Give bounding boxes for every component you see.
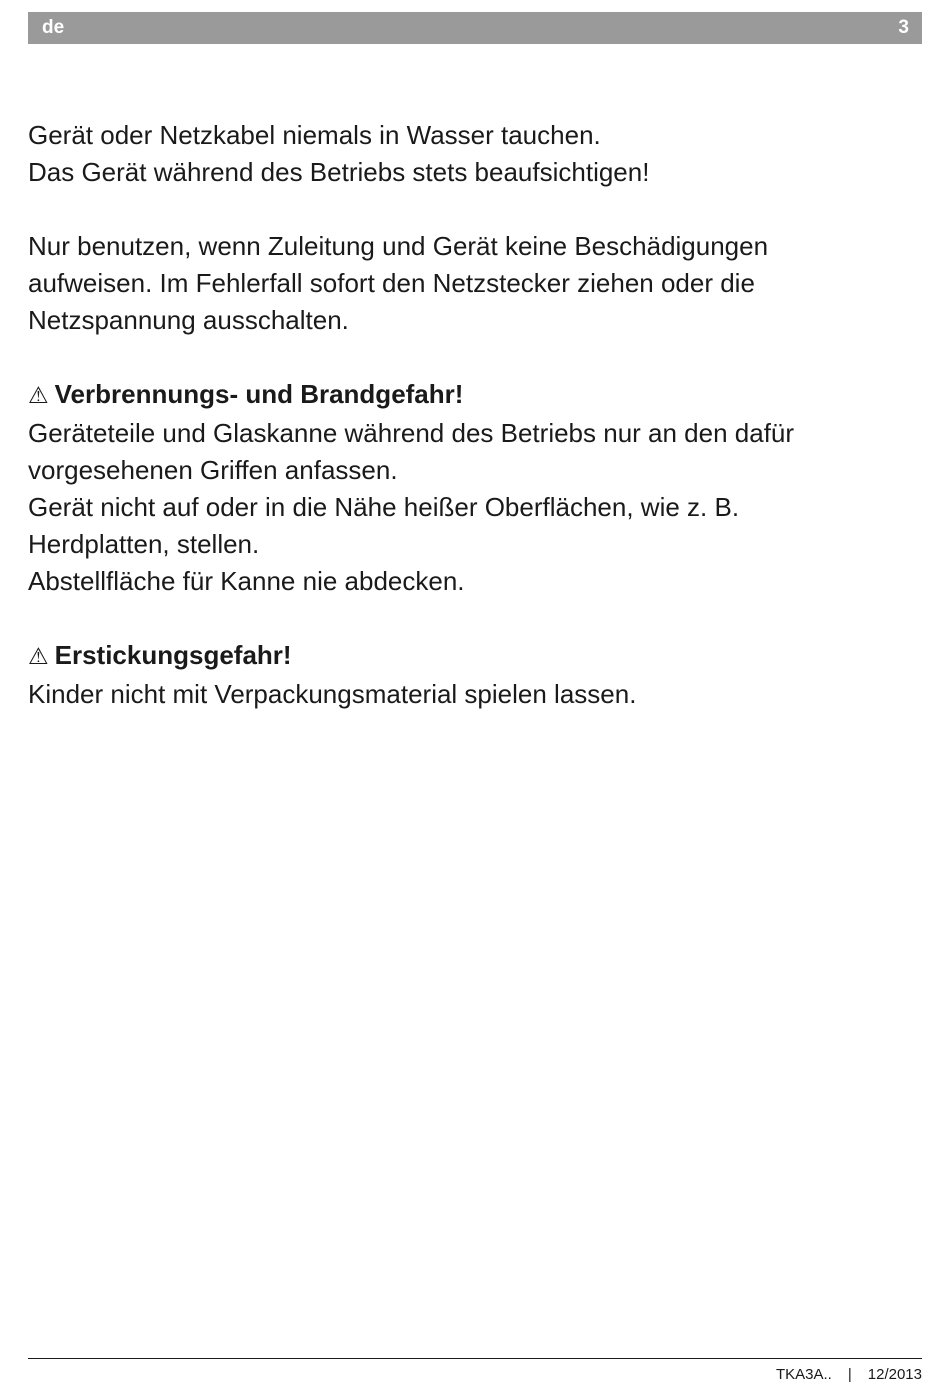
text-line: Netzspannung ausschalten.	[28, 305, 349, 335]
safety-paragraph-water	[28, 117, 922, 191]
warning-suffocation	[28, 637, 922, 713]
header-bar	[28, 12, 922, 44]
warning-heading	[28, 637, 922, 676]
text-line: aufweisen. Im Fehlerfall sofort den Netzstecker ziehen oder die	[28, 268, 755, 298]
text-line: Herdplatten, stellen.	[28, 529, 260, 559]
footer-separator: |	[847, 1366, 852, 1383]
document-body	[28, 117, 922, 713]
warning-heading-text: Erstickungsgefahr!	[54, 640, 292, 670]
text-line: Geräteteile und Glaskanne während des Betriebs nur an den dafür	[28, 418, 795, 448]
text-line: Gerät nicht auf oder in die Nähe heißer Oberflächen, wie z. B.	[28, 492, 740, 522]
text-line: Gerät oder Netzkabel niemals in Wasser tauchen.	[28, 120, 601, 150]
footer-divider	[28, 1358, 922, 1359]
safety-paragraph-damage	[28, 228, 922, 339]
footer-date: 12/2013	[867, 1366, 922, 1383]
warning-heading-text: Verbrennungs- und Brandgefahr!	[54, 379, 464, 409]
footer	[776, 1366, 922, 1384]
page-number: 3	[898, 17, 909, 38]
warning-triangle-icon: ⚠	[28, 383, 49, 409]
text-line: Kinder nicht mit Verpackungsmaterial spielen lassen.	[28, 679, 637, 709]
text-line: Abstellfläche für Kanne nie abdecken.	[28, 566, 465, 596]
warning-triangle-icon: ⚠	[28, 644, 49, 670]
text-line: Nur benutzen, wenn Zuleitung und Gerät keine Beschädigungen	[28, 231, 769, 261]
text-line: vorgesehenen Griffen anfassen.	[28, 455, 398, 485]
text-line: Das Gerät während des Betriebs stets beaufsichtigen!	[28, 157, 650, 187]
language-code: de	[42, 17, 65, 38]
footer-model: TKA3A..	[776, 1366, 832, 1383]
warning-burn-fire	[28, 376, 922, 600]
warning-heading	[28, 376, 922, 415]
